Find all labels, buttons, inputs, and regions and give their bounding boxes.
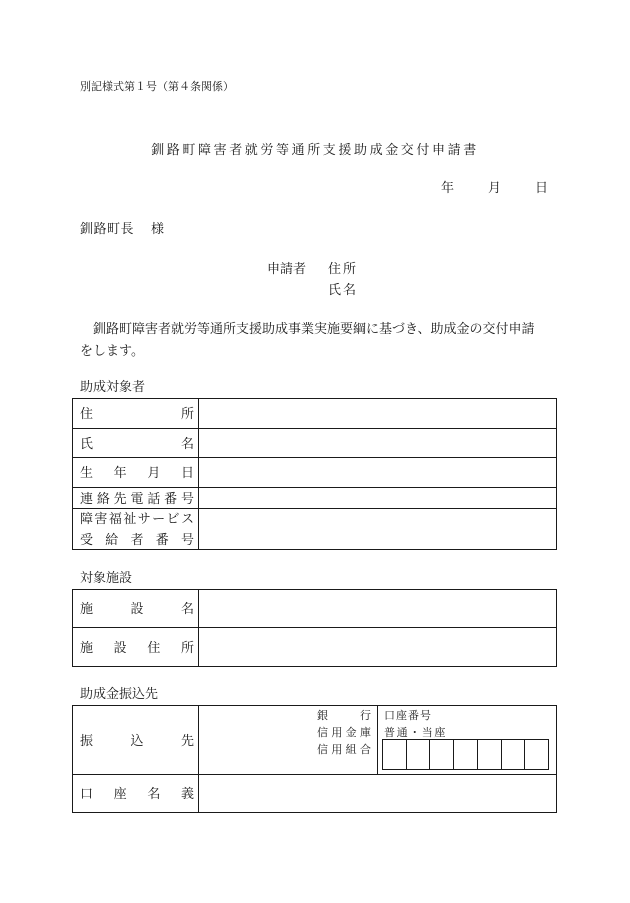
bank-name-field[interactable] <box>199 706 378 774</box>
label-char: 行 <box>360 710 371 722</box>
label-char: 給 <box>105 532 119 547</box>
subject-row-recipient-number <box>73 508 556 549</box>
label-char: 施 <box>80 639 94 655</box>
bank-heading: 助成金振込先 <box>80 686 159 701</box>
label-char: ビ <box>166 511 180 526</box>
institution-type-shinkin <box>317 725 371 742</box>
subject-birthdate-label-cell <box>73 458 199 487</box>
label-char: 住 <box>80 406 94 421</box>
date-year: 年 <box>441 180 455 195</box>
applicant-address-label: 住所 <box>328 261 359 276</box>
subject-table <box>72 398 557 550</box>
label-char: 祉 <box>123 511 137 526</box>
label-char: 住 <box>147 639 161 655</box>
subject-recipient-number-label-cell <box>73 509 199 549</box>
body-line-2: をします。 <box>80 343 144 358</box>
facility-address-field[interactable] <box>199 628 556 666</box>
subject-address-field[interactable] <box>199 399 556 428</box>
label-char: 者 <box>130 532 144 547</box>
label-char: 障 <box>80 511 94 526</box>
bank-row-holder <box>73 774 556 812</box>
account-digit-box[interactable] <box>429 740 453 769</box>
label-char: 番 <box>164 490 178 506</box>
label-char: 義 <box>180 786 194 801</box>
account-holder-field[interactable] <box>199 775 556 812</box>
label-char: 害 <box>94 511 108 526</box>
bank-row-transfer <box>73 706 556 774</box>
facility-name-label <box>80 598 194 619</box>
account-digit-box[interactable] <box>383 740 406 769</box>
applicant-label: 申請者 <box>267 261 307 276</box>
label-char: 連 <box>80 490 94 506</box>
label-char: 用 <box>331 744 343 756</box>
label-char: 設 <box>130 601 144 616</box>
account-holder-label <box>80 783 194 804</box>
facility-name-field[interactable] <box>199 590 556 627</box>
label-char: 振 <box>80 732 94 748</box>
label-char: 話 <box>147 490 161 506</box>
account-digit-box[interactable] <box>477 740 501 769</box>
label-char: 込 <box>130 732 144 748</box>
subject-birthdate-label <box>80 462 194 483</box>
subject-birthdate-field[interactable] <box>199 458 556 487</box>
subject-row-birthdate <box>73 457 556 487</box>
facility-row-address <box>73 627 556 666</box>
subject-phone-label-cell <box>73 488 199 508</box>
label-char: サ <box>137 511 151 526</box>
body-line-1: 釧路町障害者就労等通所支援助成事業実施要綱に基づき、助成金の交付申請 <box>80 321 535 336</box>
subject-heading: 助成対象者 <box>80 379 146 394</box>
label-char: ス <box>180 511 194 526</box>
subject-row-phone <box>73 487 556 508</box>
label-char: 口 <box>80 786 94 801</box>
label-char: 受 <box>80 532 94 547</box>
subject-name-label-cell <box>73 429 199 457</box>
account-digit-box[interactable] <box>453 740 477 769</box>
subject-recipient-number-label-line-2 <box>80 529 194 550</box>
label-char: 号 <box>180 532 194 547</box>
date-month: 月 <box>488 180 502 195</box>
account-digit-box[interactable] <box>524 740 548 769</box>
label-char: 名 <box>147 786 161 801</box>
label-char: 絡 <box>96 490 110 506</box>
label-char: 月 <box>147 465 161 480</box>
institution-type-credit-union <box>317 742 371 759</box>
account-holder-label-cell <box>73 775 199 812</box>
subject-row-address <box>73 399 556 428</box>
label-char: 金 <box>345 727 357 739</box>
facility-name-label-cell <box>73 590 199 627</box>
label-char: 信 <box>317 744 328 756</box>
label-char: 号 <box>180 490 194 506</box>
account-number-label: 口座番号 <box>384 710 432 722</box>
label-char: 用 <box>331 727 343 739</box>
subject-phone-label <box>80 488 194 509</box>
facility-address-label <box>80 637 194 658</box>
label-char: 組 <box>345 744 357 756</box>
subject-address-label-cell <box>73 399 199 428</box>
account-cell <box>378 706 556 774</box>
facility-heading: 対象施設 <box>80 570 133 585</box>
subject-name-field[interactable] <box>199 429 556 457</box>
label-char: 座 <box>113 786 127 801</box>
label-char: 先 <box>113 490 127 506</box>
label-char: 日 <box>180 465 194 480</box>
account-text <box>384 708 447 742</box>
subject-address-label <box>80 403 194 424</box>
label-char: 生 <box>80 465 94 480</box>
label-char: 名 <box>180 601 194 616</box>
label-char: 信 <box>317 727 328 739</box>
account-number-boxes <box>382 739 549 770</box>
account-digit-box[interactable] <box>501 740 525 769</box>
label-char: 施 <box>80 601 94 616</box>
transfer-label <box>80 730 194 751</box>
label-char: ー <box>152 511 166 526</box>
facility-address-label-cell <box>73 628 199 666</box>
addressee-name: 釧路町長 <box>80 221 135 236</box>
label-char: 番 <box>155 532 169 547</box>
label-char: 福 <box>108 511 122 526</box>
transfer-label-cell <box>73 706 199 774</box>
subject-row-name <box>73 428 556 457</box>
account-type-options: 普通・当座 <box>384 727 447 739</box>
subject-recipient-number-field[interactable] <box>199 509 556 549</box>
label-char: 年 <box>113 465 127 480</box>
label-char: 氏 <box>80 435 94 451</box>
institution-type-bank <box>317 708 371 725</box>
form-number: 別記様式第１号（第４条関係） <box>80 81 234 93</box>
subject-recipient-number-label-line-1 <box>80 508 194 529</box>
bank-table <box>72 705 557 813</box>
label-char: 所 <box>180 406 194 421</box>
label-char: 設 <box>113 639 127 655</box>
addressee-honorific: 様 <box>151 221 165 236</box>
facility-row-name <box>73 590 556 627</box>
account-digit-box[interactable] <box>406 740 430 769</box>
label-char: 電 <box>130 490 144 506</box>
label-char: 庫 <box>359 727 371 739</box>
label-char: 銀 <box>317 710 328 722</box>
label-char: 合 <box>359 744 371 756</box>
applicant-name-label: 氏名 <box>328 282 359 297</box>
label-char: 所 <box>180 639 194 655</box>
facility-table <box>72 589 557 667</box>
label-char: 名 <box>180 435 194 451</box>
document-title: 釧路町障害者就労等通所支援助成金交付申請書 <box>151 142 479 157</box>
label-char: 先 <box>180 732 194 748</box>
subject-name-label <box>80 433 194 454</box>
subject-phone-field[interactable] <box>199 488 556 508</box>
date-day: 日 <box>535 180 549 195</box>
institution-types <box>317 708 371 759</box>
